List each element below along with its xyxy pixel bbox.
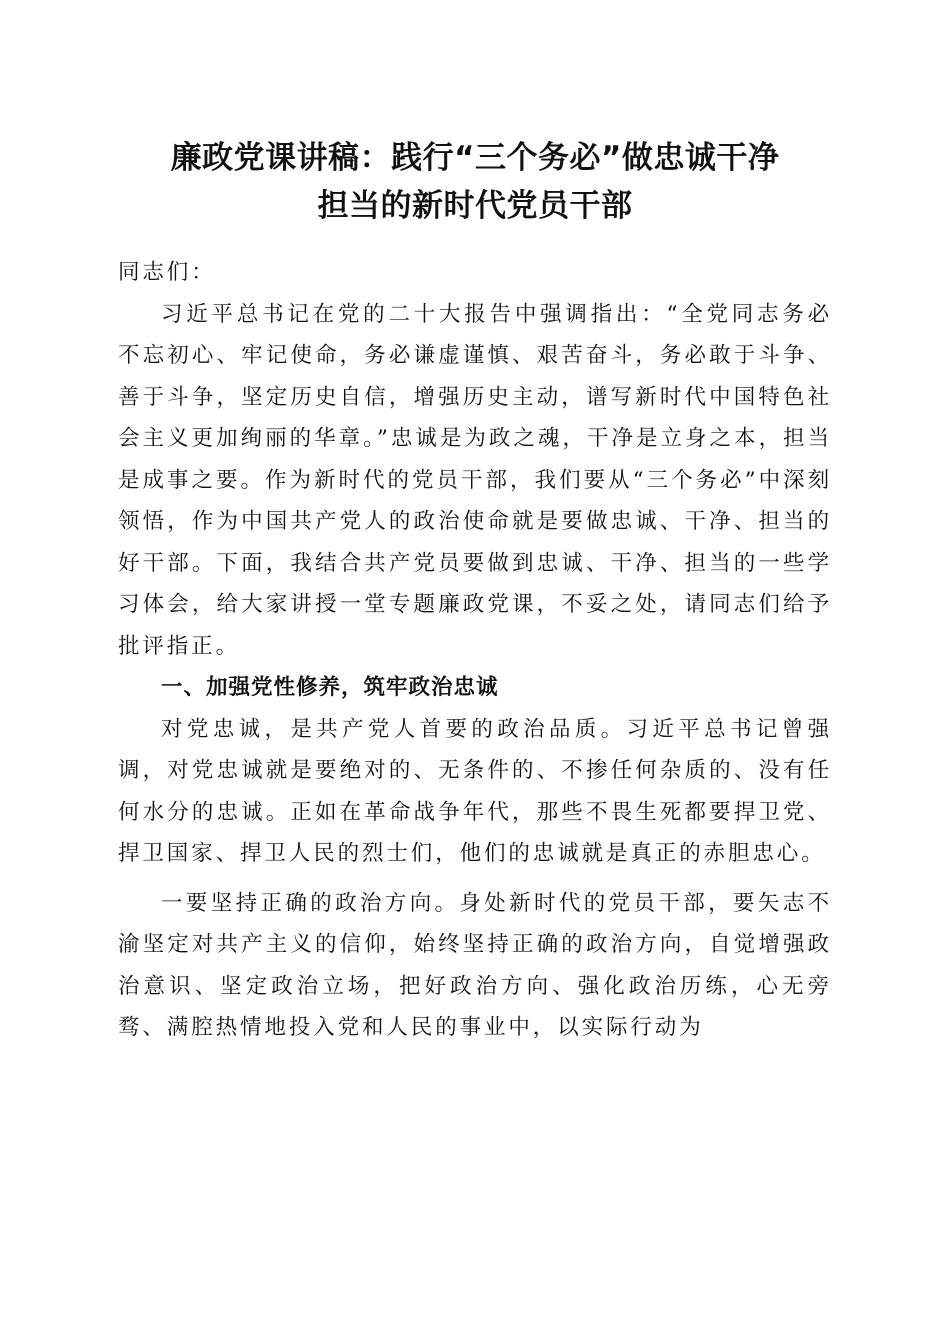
title-line-2: 担当的新时代党员干部 <box>317 188 633 224</box>
intro-paragraph: 习近平总书记在党的二十大报告中强调指出：“全党同志务必不忘初心、牢记使命，务必谦虚谨慎、艰苦奋斗，务必敢于斗争、善于斗争，坚定历史自信，增强历史主动，谱写新时代中国特色社会主义更加绚丽的华章。”忠诚是为政之魂，干净是立身之本，担当是成事之要。作为新时代的党员干部，我们要从“三个务必”中深刻领悟，作为中国共产党人的政治使命就是要做忠诚、干净、担当的好干部。下面，我结合共产党员要做到忠诚、干净、担当的一些学习体会，给大家讲授一堂专题廉政党课，不妥之处，请同志们给予批评指正。 <box>118 301 832 659</box>
document-page <box>118 0 832 1344</box>
title-line-1: 廉政党课讲稿：践行“三个务必”做忠诚干净 <box>170 140 780 176</box>
section-1-heading: 一、加强党性修养，筑牢政治忠诚 <box>161 675 499 700</box>
salutation: 同志们： <box>118 260 216 285</box>
section-1-paragraph-2: 一要坚持正确的政治方向。身处新时代的党员干部，要矢志不渝坚定对共产主义的信仰，始终坚持正确的政治方向，自觉增强政治意识、坚定政治立场，把好政治方向、强化政治历练，心无旁骛、满腔热情地投入党和人民的事业中，以实际行动为 <box>118 890 832 1040</box>
document-title <box>118 134 832 230</box>
section-1-paragraph-1: 对党忠诚，是共产党人首要的政治品质。习近平总书记曾强调，对党忠诚就是要绝对的、无条件的、不掺任何杂质的、没有任何水分的忠诚。正如在革命战争年代，那些不畏生死都要捍卫党、捍卫国家、捍卫人民的烈士们，他们的忠诚就是真正的赤胆忠心。 <box>118 716 832 866</box>
document-body <box>118 252 832 1049</box>
